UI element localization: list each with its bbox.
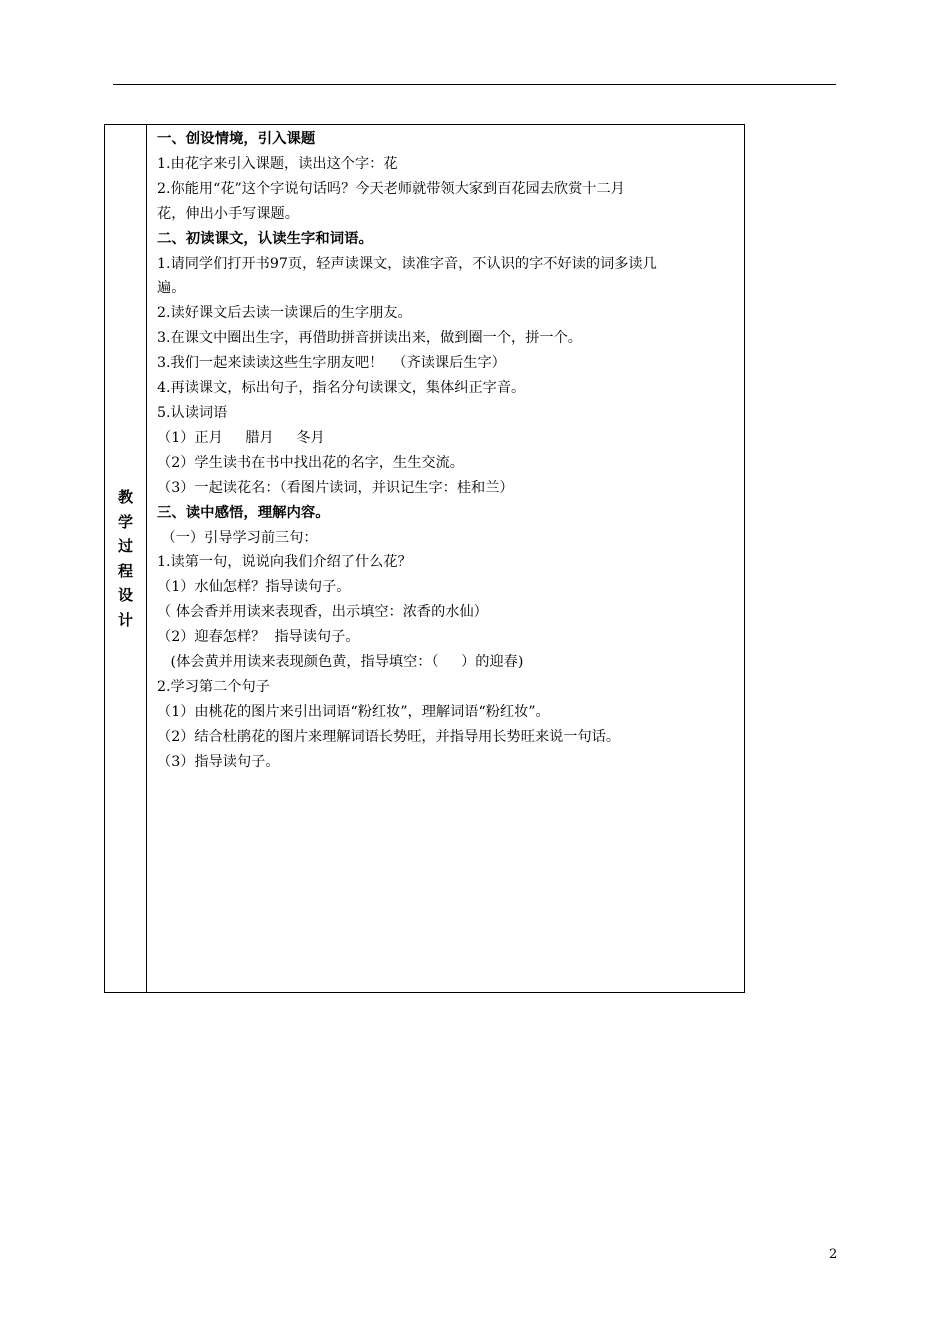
content-line: 2.学习第二个句子 [157,678,270,695]
content-line: （2）迎春怎样？ 指导读句子。 [157,629,360,646]
section-label-char: 程 [117,561,133,580]
content-line: （3）指导读句子。 [157,753,280,770]
content-line: （3）一起读花名：（看图片读词，并识记生字：桂和兰） [157,479,514,496]
section-label-char: 计 [117,610,133,629]
content-line: 4.再读课文，标出句子，指名分句读课文，集体纠正字音。 [157,380,526,397]
section-label-char: 过 [117,537,133,555]
content-line: (体会黄并用读来表现颜色黄，指导填空：（ ）的迎春) [157,654,524,671]
section-heading: 二、初读课文，认读生字和词语。 [157,230,373,247]
content-line: （一）引导学习前三句： [157,529,318,546]
content-line: 1.由花字来引入课题，读出这个字：花 [157,155,398,172]
content-line: 1.读第一句，说说向我们介绍了什么花？ [157,554,412,571]
content-line: （ 体会香并用读来表现香，出示填空：浓香的水仙） [157,604,488,621]
content-line: 3.我们一起来读读这些生字朋友吧！ （齐读课后生字） [157,355,506,372]
content-line: 1.请同学们打开书97页，轻声读课文，读准字音，不认识的字不好读的词多读几 [157,255,657,272]
content-line: 遍。 [157,280,186,297]
section-heading: 三、读中感悟，理解内容。 [157,504,330,521]
content-line: 2.读好课文后去读一读课后的生字朋友。 [157,305,412,322]
content-line: （2）结合杜鹃花的图片来理解词语长势旺，并指导用长势旺来说一句话。 [157,728,621,745]
content-cell [157,127,738,775]
section-heading: 一、创设情境，引入课题 [157,131,316,147]
section-label-char: 设 [117,586,133,604]
content-line: 2.你能用“花”这个字说句话吗？今天老师就带领大家到百花园去欣赏十二月 [157,180,625,197]
lesson-plan-table [104,124,745,993]
section-label-char: 学 [117,512,133,531]
content-line: （1）由桃花的图片来引出词语“粉红妆”，理解词语“粉红妆”。 [157,703,550,720]
content-line: （1）水仙怎样？指导读句子。 [157,579,351,596]
content-line: （2）学生读书在书中找出花的名字，生生交流。 [157,454,464,471]
content-line: （1）正月 腊月 冬月 [157,429,325,446]
header-rule [113,84,836,85]
content-line: 花，伸出小手写课题。 [157,205,299,222]
content-line: 3.在课文中圈出生字，再借助拼音拼读出来，做到圈一个，拼一个。 [157,330,582,347]
page-number: 2 [829,1247,838,1262]
content-line: 5.认读词语 [157,404,228,421]
section-label-char: 教 [117,488,133,506]
section-label-cell [105,125,147,992]
